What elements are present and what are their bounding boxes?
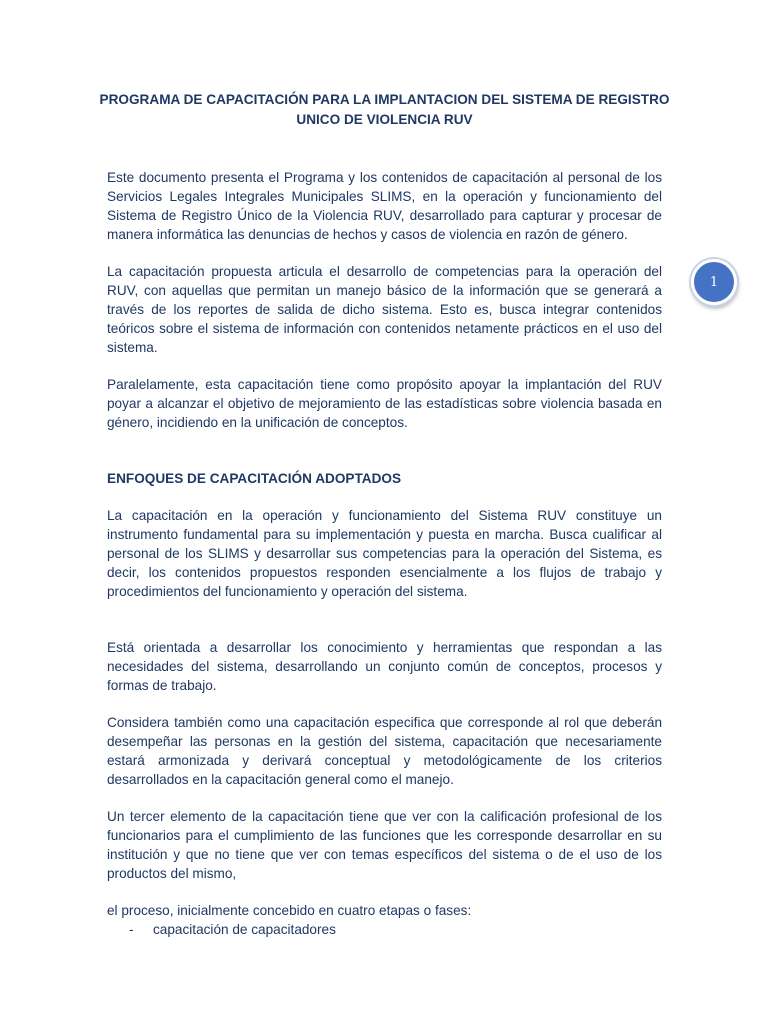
- enfoque-paragraph-2: Está orientada a desarrollar los conocimiento y herramientas que respondan a las necesidades del sistema, desarrollando un conjunto común de conceptos, procesos y formas de trabajo.: [107, 640, 662, 693]
- page-number: 1: [709, 274, 719, 290]
- page-number-badge: [691, 259, 737, 305]
- list-item: [129, 920, 662, 939]
- enfoque-paragraph-4: Un tercer elemento de la capacitación tiene que ver con la calificación profesional de los funcionarios para el cumplimiento de las funciones que les corresponde desarrollar en su institución y que no tiene que ver con temas específicos del sistema o de el uso de los productos del mismo,: [107, 809, 662, 881]
- list-bullet: -: [129, 922, 134, 937]
- intro-paragraph-2: La capacitación propuesta articula el desarrollo de competencias para la operación del RUV, con aquellas que permitan un manejo básico de la información que se generará a través de los reportes de salida de dicho sistema. Esto es, busca integrar contenidos teóricos sobre el sistema de información con contenidos netamente prácticos en el uso del sistema.: [107, 264, 662, 355]
- title-line-2: UNICO DE VIOLENCIA RUV: [296, 112, 473, 127]
- proceso-paragraph: el proceso, inicialmente concebido en cuatro etapas o fases:: [107, 903, 472, 918]
- intro-paragraph-1: Este documento presenta el Programa y los contenidos de capacitación al personal de los Servicios Legales Integrales Municipales SLIMS, en la operación y funcionamiento del Sistema de Registro Único de la Violencia RUV, desarrollado para capturar y procesar de manera informática las denuncias de hechos y casos de violencia en razón de género.: [107, 170, 662, 242]
- section-heading: ENFOQUES DE CAPACITACIÓN ADOPTADOS: [107, 471, 402, 486]
- document-body: [99, 90, 670, 939]
- enfoque-paragraph-3: Considera también como una capacitación especifica que corresponde al rol que deberán desempeñar las personas en la gestión del sistema, capacitación que necesariamente estará armonizada y derivará conceptual y metodológicamente de los criterios desarrollados en la capacitación general como el manejo.: [107, 715, 662, 787]
- document-title: [97, 90, 672, 130]
- enfoque-paragraph-1: La capacitación en la operación y funcionamiento del Sistema RUV constituye un instrumento fundamental para su implementación y puesta en marcha. Busca cualificar al personal de los SLIMS y desarrollar sus competencias para la operación del Sistema, es decir, los contenidos propuestos responden esencialmente a los flujos de trabajo y procedimientos del funcionamiento y operación del sistema.: [107, 508, 662, 599]
- title-line-1: PROGRAMA DE CAPACITACIÓN PARA LA IMPLANTACION DEL SISTEMA DE REGISTRO: [99, 92, 670, 107]
- intro-paragraph-3: Paralelamente, esta capacitación tiene como propósito apoyar la implantación del RUV poyar a alcanzar el objetivo de mejoramiento de las estadísticas sobre violencia basada en género, incidiendo en la unificación de conceptos.: [107, 377, 662, 430]
- list-item-text: capacitación de capacitadores: [153, 922, 336, 937]
